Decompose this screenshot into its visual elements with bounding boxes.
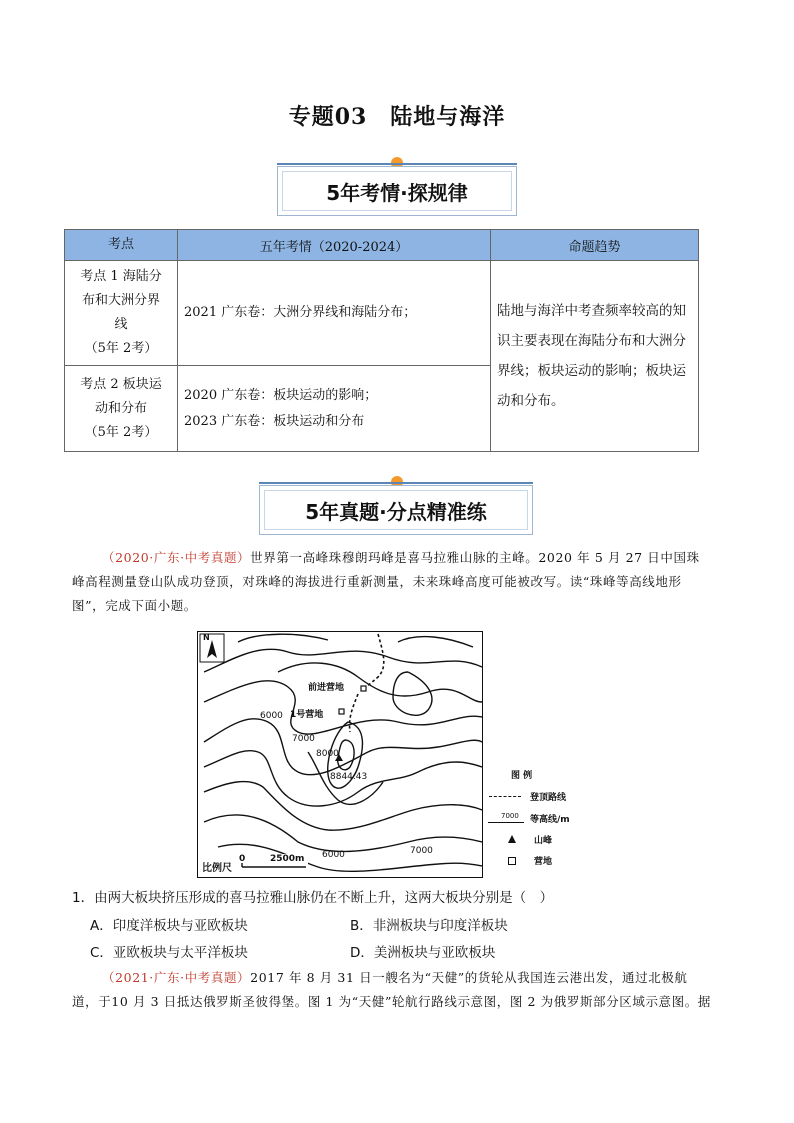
banner-label: 5年考情·探规律 (282, 171, 512, 211)
contour-label: 6000 (260, 711, 283, 721)
header-cases: 五年考情（2020-2024） (178, 230, 491, 261)
point-line: （5年 2考） (84, 424, 158, 440)
point-line: 考点 1 海陆分 (80, 269, 162, 284)
route-legend-icon (489, 796, 521, 797)
option-d[interactable]: D．美洲板块与亚欧板块 (350, 945, 496, 961)
intro-text: 2017 年 8 月 31 日一艘名为“天健”的货轮从我国连云港出发，通过北极航道，于10 月 3 日抵达俄罗斯圣彼得堡。图 1 为“天健”轮航行路线示意图，图 2 为俄罗斯部分区域示意图。据 (72, 970, 711, 1009)
banner-top-line (277, 163, 517, 165)
contour-label: 7000 (410, 846, 433, 856)
question-stem: 1．由两大板块挤压形成的喜马拉雅山脉仍在不断上升，这两大板块分别是（ ） (72, 890, 554, 906)
section-banner-trends (277, 166, 517, 216)
contour-map (197, 631, 483, 878)
contour-label: 7000 (292, 734, 315, 744)
intro-paragraph (72, 966, 712, 1014)
cases-cell (178, 366, 491, 452)
banner-label: 5年真题·分点精准练 (264, 490, 528, 530)
north-label: N (203, 633, 210, 642)
contour-lines (198, 632, 482, 877)
scale-distance: 2500m (270, 854, 305, 864)
intro-paragraph (72, 546, 712, 618)
banner-top-line (259, 482, 533, 484)
point-cell (65, 366, 178, 452)
exam-analysis-table (64, 229, 699, 452)
legend-peak: 山峰 (534, 836, 553, 846)
legend-contour: 等高线/m (530, 815, 570, 825)
contour-label: 8000 (316, 749, 339, 759)
camp-forward-label: 前进营地 (308, 683, 345, 693)
table-header-row (65, 230, 699, 261)
case-line: 2020 广东卷：板块运动的影响； (184, 387, 378, 403)
contour-legend-icon (488, 822, 524, 823)
table-row (65, 261, 699, 366)
case-line: 2023 广东卷：板块运动和分布 (184, 413, 365, 429)
peak-legend-icon (508, 835, 516, 843)
camp-legend-icon (508, 857, 516, 865)
page-title: 专题03 陆地与海洋 (288, 104, 506, 130)
intro-text: 世界第一高峰珠穆朗玛峰是喜马拉雅山脉的主峰。2020 年 5 月 27 日中国珠峰高程测量登山队成功登顶，对珠峰的海拔进行重新测量，未来珠峰高度可能被改写。读“珠峰等高线地形图”，完成下面小题。 (72, 550, 700, 613)
trend-cell: 陆地与海洋中考查频率较高的知识主要表现在海陆分布和大洲分界线；板块运动的影响；板块运动和分布。 (491, 261, 699, 452)
option-b[interactable]: B．非洲板块与印度洋板块 (350, 918, 508, 934)
scale-zero: 0 (239, 854, 246, 864)
legend-camp: 营地 (534, 857, 553, 867)
cases-cell (178, 261, 491, 366)
header-point: 考点 (65, 230, 178, 261)
case-line: 2021 广东卷：大洲分界线和海陆分布； (184, 305, 417, 320)
scale-label: 比例尺 (202, 863, 232, 874)
point-line: 考点 2 板块运 (80, 376, 162, 392)
source-tag: （2020·广东·中考真题） (102, 550, 251, 565)
camp-1-label: 1号营地 (290, 710, 324, 720)
point-line: 线 (114, 317, 128, 332)
header-trend: 命题趋势 (491, 230, 699, 261)
legend-title: 图 例 (511, 771, 533, 781)
legend-route: 登顶路线 (530, 793, 567, 803)
option-a[interactable]: A．印度洋板块与亚欧板块 (90, 918, 248, 934)
point-line: 布和大洲分界 (81, 293, 160, 308)
source-tag: （2021·广东·中考真题） (102, 970, 251, 985)
contour-label: 6000 (322, 850, 345, 860)
point-cell (65, 261, 178, 366)
section-banner-practice (259, 485, 533, 535)
point-line: 动和分布 (94, 400, 147, 416)
legend-contour-value: 7000 (501, 812, 519, 820)
option-c[interactable]: C．亚欧板块与太平洋板块 (90, 945, 248, 961)
point-line: （5年 2考） (84, 341, 158, 356)
peak-elevation-label: 8844.43 (330, 772, 368, 782)
